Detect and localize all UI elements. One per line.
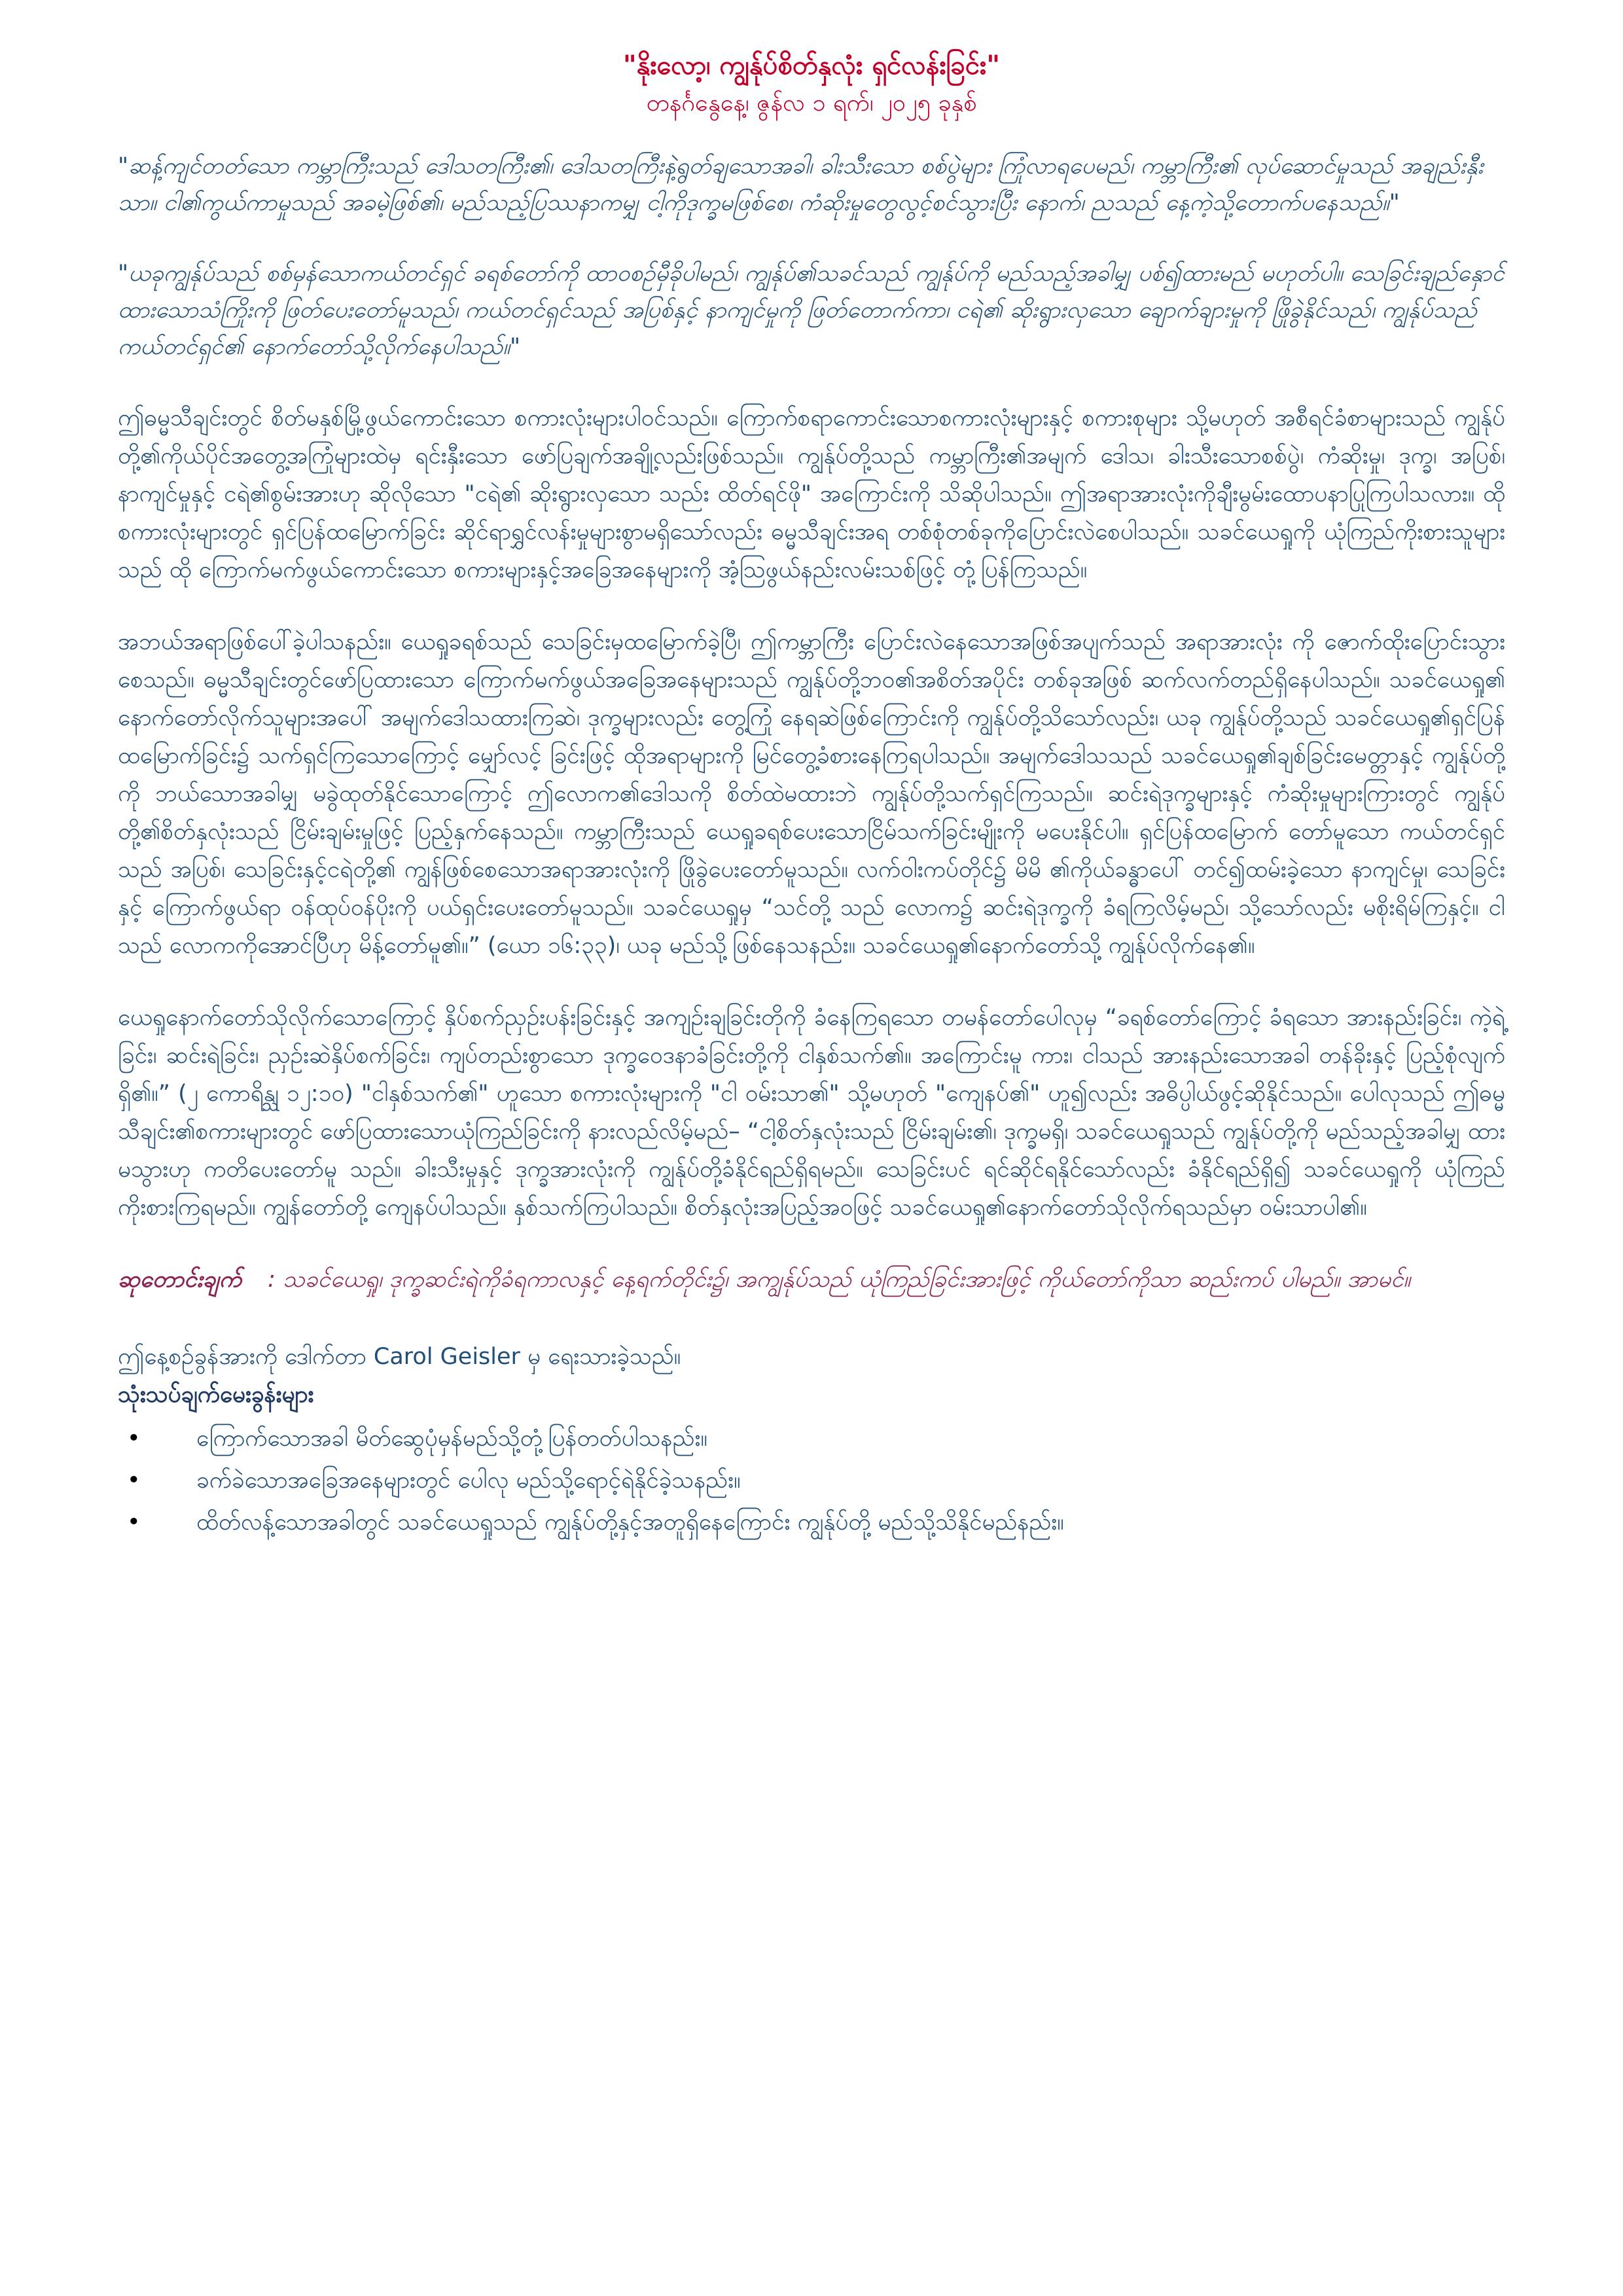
prayer-label: ဆုတောင်းချက် <box>118 1266 242 1293</box>
bullet-icon: • <box>127 1509 141 1535</box>
author-credit: ဤနေ့စဉ်ခွန်အားကို ဒေါက်တာ Carol Geisler မှ ရေးသားခဲ့သည်။ <box>118 1344 681 1370</box>
list-item <box>118 1460 1505 1501</box>
question-text: ကြောက်သောအခါ မိတ်ဆွေပုံမှန်မည်သို့တုံ့ပြန်တတ်ပါသနည်း။ <box>196 1426 707 1452</box>
bullet-icon: • <box>127 1426 141 1452</box>
devotional-date: တနင်္ဂနွေနေ့၊ ဇွန်လ ၁ ရက်၊ ၂၀၂၅ ခုနှစ် <box>646 90 977 117</box>
prayer <box>118 1261 1505 1299</box>
reflection-questions-heading: သုံးသပ်ချက်မေးခွန်းများ <box>118 1382 314 1408</box>
body-paragraph-2: အဘယ်အရာဖြစ်ပေါ်ခဲ့ပါသနည်း။ ယေရှုခရစ်သည် သေခြင်းမှထမြောက်ခဲ့ပြီ၊ ဤကမ္ဘာကြီး ပြောင်းလဲနေသောအဖြစ်အပျက်သည် အရာအားလုံး ကို ဇောက်ထိုးပြောင်းသွားစေသည်။ ဓမ္မသီချင်းတွင်ဖော်ပြထားသော ကြောက်မက်ဖွယ်အခြေအနေများသည် ကျွန်ုပ်တို့ဘဝ၏အစိတ်အပိုင်း တစ်ခုအဖြစ် ဆက်လက်တည်ရှိနေပါသည်။ သခင်ယေရှု၏ နောက်တော်လိုက်သူများအပေါ် အမျက်ဒေါသထားကြဆဲ၊ ဒုက္ခများလည်း တွေ့ကြုံ နေရဆဲဖြစ်ကြောင်းကို ကျွန်ုပ်တို့သိသော်လည်း၊ ယခု ကျွန်ုပ်တို့သည် သခင်ယေရှု၏ရှင်ပြန်ထမြောက်ခြင်း၌ သက်ရှင်ကြသောကြောင့် မျှော်လင့် ခြင်းဖြင့် ထိုအရာများကို မြင်တွေ့ခံစားနေကြရပါသည်။ အမျက်ဒေါသသည် သခင်ယေရှု၏ချစ်ခြင်းမေတ္တာနှင့် ကျွန်ုပ်တို့ကို ဘယ်သောအခါမျှ မခွဲထုတ်နိုင်သောကြောင့် ဤလောက၏ဒေါသကို စိတ်ထဲမထားဘဲ ကျွန်ုပ်တို့သက်ရှင်ကြသည်။ ဆင်းရဲဒုက္ခများနှင့် ကံဆိုးမှုများကြားတွင် ကျွန်ုပ် တို့၏စိတ်နှလုံးသည် ငြိမ်းချမ်းမှုဖြင့် ပြည့်နှက်နေသည်။ ကမ္ဘာကြီးသည် ယေရှုခရစ်ပေးသောငြိမ်သက်ခြင်းမျိုးကို မပေးနိုင်ပါ။ ရှင်ပြန်ထမြောက် တော်မူသော ကယ်တင်ရှင်သည် အပြစ်၊ သေခြင်းနှင့်ငရဲတို့၏ ကျွန်ဖြစ်စေသောအရာအားလုံးကို ဖြိုခွဲပေးတော်မူသည်။ လက်ဝါးကပ်တိုင်၌ မိမိ ၏ကိုယ်ခန္ဓာပေါ် တင်၍ထမ်းခဲ့သော နာကျင်မှု၊ သေခြင်းနှင့် ကြောက်ဖွယ်ရာ ဝန်ထုပ်ဝန်ပိုးကို ပယ်ရှင်းပေးတော်မူသည်။ သခင်ယေရှုမှ “သင်တို့ သည် လောက၌ ဆင်းရဲဒုက္ခကို ခံရကြလိမ့်မည်၊ သို့သော်လည်း မစိုးရိမ်ကြနှင့်။ ငါသည် လောကကိုအောင်ပြီဟု မိန့်တော်မူ၏။” (ယော ၁၆:၃၃)၊ ယခု မည်သို့ဖြစ်နေသနည်း။ သခင်ယေရှု၏နောက်တော်သို့ ကျွန်ုပ်လိုက်နေ၏။ <box>118 629 1505 959</box>
list-item <box>118 1418 1505 1460</box>
hymn-quote-2: "ယခုကျွန်ုပ်သည် စစ်မှန်သောကယ်တင်ရှင် ခရစ်တော်ကို ထာဝစဉ်မှီခိုပါမည်၊ ကျွန်ုပ်၏သခင်သည် ကျွန်ုပ်ကို မည်သည့်အခါမျှ ပစ်၍ထားမည် မဟုတ်ပါ။ သေခြင်းချည်နှောင်ထားသောသံကြိုးကို ဖြတ်ပေးတော်မူသည်၊ ကယ်တင်ရှင်သည် အပြစ်နှင့် နာကျင်မှုကို ဖြတ်တောက်ကာ၊ ငရဲ၏ ဆိုးရွားလှသော ချောက်ချားမှုကို ဖြိုခွဲနိုင်သည်၊ ကျွန်ုပ်သည် ကယ်တင်ရှင်၏ နောက်တော်သို့လိုက်နေပါသည်။" <box>118 260 1505 360</box>
question-text: ခက်ခဲသောအခြေအနေများတွင် ပေါလု မည်သို့ရောင့်ရဲနိုင်ခဲ့သနည်း။ <box>196 1467 741 1494</box>
question-text: ထိတ်လန့်သောအခါတွင် သခင်ယေရှုသည် ကျွန်ုပ်တို့နှင့်အတူရှိနေကြောင်း ကျွန်ုပ်တို့ မည်သို့သိနိုင်မည်နည်း။ <box>196 1509 1064 1535</box>
reflection-questions-list <box>118 1418 1505 1543</box>
hymn-quote-1: "ဆန့်ကျင်တတ်သော ကမ္ဘာကြီးသည် ဒေါသတကြီး၏၊ ဒေါသတကြီးနဲ့ရွတ်ချသောအခါ၊ ခါးသီးသော စစ်ပွဲများ ကြုံလာရပေမည်၊ ကမ္ဘာကြီး၏ လုပ်ဆောင်မှုသည် အချည်းနှီးသာ။ ငါ၏ကွယ်ကာမှုသည် အခမဲ့ဖြစ်၏၊ မည်သည့်ပြဿနာကမျှ ငါ့ကိုဒုက္ခမဖြစ်စေ၊ ကံဆိုးမှုတွေလွင့်စင်သွားပြီး နောက်၊ ညသည် နေ့ကဲ့သို့တောက်ပနေသည်။" <box>118 153 1484 216</box>
body-paragraph-1: ဤဓမ္မသီချင်းတွင် စိတ်မနှစ်မြို့ဖွယ်ကောင်းသော စကားလုံးများပါဝင်သည်။ ကြောက်စရာကောင်းသောစကားလုံးများနှင့် စကားစုများ သို့မဟုတ် အစီရင်ခံစာများသည် ကျွန်ုပ်တို့၏ကိုယ်ပိုင်အတွေ့အကြုံများထဲမှ ရင်းနှီးသော ဖော်ပြချက်အချို့လည်းဖြစ်သည်။ ကျွန်ုပ်တို့သည် ကမ္ဘာကြီး၏အမျက် ဒေါသ၊ ခါးသီးသောစစ်ပွဲ၊ ကံဆိုးမှု၊ ဒုက္ခ၊ အပြစ်၊ နာကျင်မှုနှင့် ငရဲ၏စွမ်းအားဟု ဆိုလိုသော "ငရဲ၏ ဆိုးရွားလှသော သည်း ထိတ်ရင်ဖို" အကြောင်းကို သိဆိုပါသည်။ ဤအရာအားလုံးကိုချီးမွမ်းထောပနာပြုကြပါသလား။ ထိုစကားလုံးများတွင် ရှင်ပြန်ထမြောက်ခြင်း ဆိုင်ရာရွှင်လန်းမှုများစွာမရှိသော်လည်း ဓမ္မသီချင်းအရ တစ်စုံတစ်ခုကိုပြောင်းလဲစေပါသည်။ သခင်ယေရှုကို ယုံကြည်ကိုးစားသူများသည် ထို ကြောက်မက်ဖွယ်ကောင်းသော စကားများနှင့်အခြေအနေများကို အံ့သြဖွယ်နည်းလမ်းသစ်ဖြင့် တုံ့ပြန်ကြသည်။ <box>118 405 1505 583</box>
list-item <box>118 1501 1505 1543</box>
devotional-title: "နိုးလော့၊ ကျွန်ုပ်စိတ်နှလုံး ရှင်လန်းခြင်း" <box>622 50 1001 81</box>
body-paragraph-3: ယေရှုနောက်တော်သိုလိုက်သောကြောင့် နှိပ်စက်ညှဉ်းပန်းခြင်းနှင့် အကျဉ်းချခြင်းတိုကို ခံနေကြရသော တမန်တော်ပေါလုမှ “ခရစ်တော်ကြောင့် ခံရသော အားနည်းခြင်း၊ ကဲ့ရဲ့ခြင်း၊ ဆင်းရဲခြင်း၊ ညှဉ်းဆဲနှိပ်စက်ခြင်း၊ ကျပ်တည်းစွာသော ဒုက္ခဝေဒနာခံခြင်းတို့ကို ငါနှစ်သက်၏။ အကြောင်းမူ ကား၊ ငါသည် အားနည်းသောအခါ တန်ခိုးနှင့် ပြည့်စုံလျက်ရှိ၏။” (၂ ကောရိန္သု ၁၂:၁၀) "ငါနှစ်သက်၏" ဟူသော စကားလုံးများကို "ငါ ဝမ်းသာ၏" သို့မဟုတ် "ကျေနပ်၏" ဟူ၍လည်း အဓိပ္ပါယ်ဖွင့်ဆိုနိုင်သည်။ ပေါလုသည် ဤဓမ္မသီချင်း၏စကားများတွင် ဖော်ပြထားသောယုံကြည်ခြင်းကို နားလည်လိမ့်မည်– “ငါ့စိတ်နှလုံးသည် ငြိမ်းချမ်း၏၊ ဒုက္ခမရှိ၊ သခင်ယေရှုသည် ကျွန်ုပ်တို့ကို မည်သည့်အခါမျှ ထားမသွားဟု ကတိပေးတော်မူ သည်။ ခါးသီးမှုနှင့် ဒုက္ခအားလုံးကို ကျွန်ုပ်တို့ခံနိုင်ရည်ရှိရမည်။ သေခြင်းပင် ရင်ဆိုင်ရနိုင်သော်လည်း ခံနိုင်ရည်ရှိ၍ သခင်ယေရှုကို ယုံကြည် ကိုးစားကြရမည်။ ကျွန်တော်တို့ ကျေနပ်ပါသည်။ နှစ်သက်ကြပါသည်။ စိတ်နှလုံးအပြည့်အဝဖြင့် သခင်ယေရှု၏နောက်တော်သိုလိုက်ရသည်မှာ ဝမ်းသာပါ၏။ <box>118 1005 1505 1221</box>
bullet-icon: • <box>127 1467 141 1494</box>
prayer-text: : သခင်ယေရှု၊ ဒုက္ခဆင်းရဲကိုခံရကာလနှင့် နေ့ရက်တိုင်း၌၊ အကျွန်ုပ်သည် ယုံကြည်ခြင်းအားဖြင့် ကိုယ်တော်ကိုသာ ဆည်းကပ် ပါမည်။ အာမင်။ <box>268 1266 1411 1293</box>
devotional-page <box>118 46 1505 1543</box>
